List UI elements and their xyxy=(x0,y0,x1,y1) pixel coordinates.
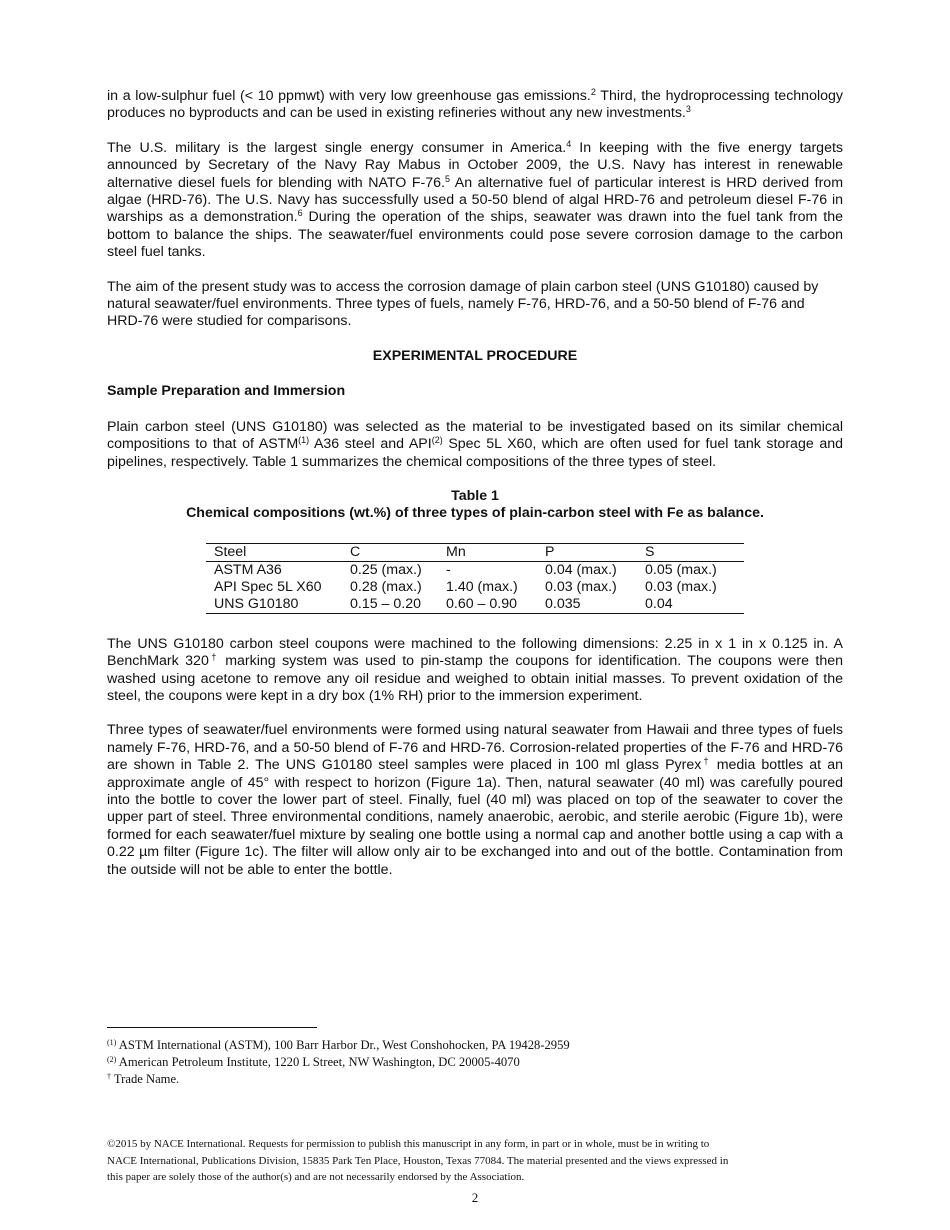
table-header-cell: S xyxy=(637,543,744,561)
section-heading: EXPERIMENTAL PROCEDURE xyxy=(372,347,578,364)
text-run: A36 steel and API xyxy=(309,436,432,453)
table-label: Table 1 xyxy=(451,487,499,504)
text-run: The U.S. military is the largest single energy consumer in America. xyxy=(107,139,567,156)
page-number: 2 xyxy=(471,1190,479,1205)
footnote-marker: † xyxy=(107,1072,111,1081)
table-header-cell: P xyxy=(537,543,637,561)
table-cell: 0.03 (max.) xyxy=(645,578,717,595)
copyright-line: NACE International, Publications Division, 15835 Park Ten Place, Houston, Texas 77084. The material presented and the views expressed in xyxy=(107,1154,729,1167)
table-caption xyxy=(107,488,843,523)
text-run: Plain carbon steel (UNS G10180) was selected as the material to be investigated based on its similar chemical compositions to that of ASTM xyxy=(107,418,843,453)
footnote-marker: (2) xyxy=(107,1055,117,1064)
text-run: In keeping with the five energy targets announced by Secretary of the Navy Ray Mabus in October 2009, the U.S. Navy has interest in renewable alternative diesel fuels for blending with NATO F-76. xyxy=(107,139,843,191)
footnote-marker: (1) xyxy=(107,1038,117,1047)
table-cell: 0.03 (max.) xyxy=(545,578,617,595)
table-cell: 0.04 (max.) xyxy=(545,561,617,578)
table-cell: API Spec 5L X60 xyxy=(214,578,322,595)
footnote xyxy=(107,1054,843,1071)
composition-table xyxy=(206,543,744,614)
text-run: media bottles at an approximate angle of 45° with respect to horizon (Figure 1a). Then, natural seawater (40 ml) was carefully poured into the bottle to cover the lower part of steel. Finally, fuel (40 ml) was placed on top of the seawater to cover the upper part of steel. Three environmental conditions, namely anaerobic, aerobic, and sterile aerobic (Figure 1b), were formed for each seawater/fuel mixture by sealing one bottle using a normal cap and another bottle using a cap with a 0.22 µm filter (Figure 1c). The filter will allow only air to be exchanged into and out of the bottle. Contamination from the outside will not be able to enter the bottle. xyxy=(107,757,843,878)
text-run: The UNS G10180 carbon steel coupons were machined to the following dimensions: 2.25 in x 1 in x 0.125 in. A BenchMark 320 xyxy=(107,635,843,670)
text-run: Three types of seawater/fuel environments were formed using natural seawater from Hawaii and three types of fuels namely F-76, HRD-76, and a 50-50 blend of F-76 and HRD-76. Corrosion-related properties of the F-76 and HRD-76 are shown in Table 2. The UNS G10180 steel samples were placed in 100 ml glass Pyrex xyxy=(107,722,843,774)
table-cell: - xyxy=(446,561,451,578)
footnotes xyxy=(107,1037,843,1088)
copyright-notice xyxy=(107,1136,807,1186)
copyright-line: ©2015 by NACE International. Requests for permission to publish this manuscript in any form, in part or in whole, must be in writing to xyxy=(107,1138,710,1150)
text-run: An alternative fuel of particular interest is HRD derived from algae (HRD-76). The U.S. Navy has successfully used a 50-50 blend of algal HRD-76 and petroleum diesel F-76 in warships as a demonstration. xyxy=(107,174,844,226)
text-run: in a low-sulphur fuel (< 10 ppmwt) with very low greenhouse gas emissions. xyxy=(107,88,591,104)
table-row xyxy=(206,561,744,579)
footnote-text: Trade Name. xyxy=(111,1072,180,1086)
footnote-marker: (2) xyxy=(431,435,443,446)
table-cell: 0.60 – 0.90 xyxy=(438,596,537,614)
table-header-cell: Mn xyxy=(438,543,537,561)
trademark-marker: † xyxy=(208,652,219,663)
page-body xyxy=(107,88,843,896)
table-cell: 1.40 (max.) xyxy=(446,578,518,595)
table-row xyxy=(206,579,744,596)
paragraph-study-aim: The aim of the present study was to access the corrosion damage of plain carbon steel (UNS G10180) caused by natural seawater/fuel environments. Three types of fuels, namely F-76, HRD-76, and a 50-50 blend of F-76 and HRD-76 were studied for comparisons. xyxy=(107,278,819,330)
text-run: Spec 5L X60, which are often used for fuel tank storage and pipelines, respectively. Table 1 summarizes the chemical compositions of the three types of steel. xyxy=(107,436,843,470)
table-cell: 0.28 (max.) xyxy=(350,578,422,595)
citation-superscript: 2 xyxy=(590,87,596,97)
table-row xyxy=(206,596,744,614)
trademark-marker: † xyxy=(701,756,711,767)
citation-superscript: 5 xyxy=(445,173,451,184)
footnote-divider xyxy=(107,1027,317,1028)
subsection-heading: Sample Preparation and Immersion xyxy=(107,383,346,400)
table-cell: 0.15 – 0.20 xyxy=(342,596,438,614)
paragraph-coupon-preparation xyxy=(107,636,843,706)
paragraph-us-military xyxy=(107,140,843,262)
table-cell: 0.25 (max.) xyxy=(350,561,422,578)
table-header-cell: Steel xyxy=(206,543,342,561)
table-cell: 0.035 xyxy=(537,596,637,614)
table-header-row xyxy=(206,543,744,561)
paragraph-seawater-fuel-environments xyxy=(107,722,843,879)
table-cell: 0.05 (max.) xyxy=(645,561,717,578)
table-title: Chemical compositions (wt.%) of three types of plain-carbon steel with Fe as balance. xyxy=(186,505,764,522)
paragraph-hrd-benefits xyxy=(107,88,843,123)
table-header-cell: C xyxy=(342,543,438,561)
text-run: Third, the hydroprocessing technology produces no byproducts and can be used in existing refineries without any new investments. xyxy=(107,88,843,122)
paragraph-material-selection xyxy=(107,419,843,471)
footnote-text: ASTM International (ASTM), 100 Barr Harbor Dr., West Conshohocken, PA 19428-2959 xyxy=(116,1038,570,1052)
spacer xyxy=(107,614,843,636)
footnote xyxy=(107,1037,843,1054)
copyright-line: this paper are solely those of the author(s) and are not necessarily endorsed by the Association. xyxy=(107,1171,525,1183)
table-cell: 0.04 xyxy=(637,596,744,614)
footnote xyxy=(107,1071,843,1088)
citation-superscript: 6 xyxy=(297,208,303,219)
footnote-marker: (1) xyxy=(298,435,310,446)
table-cell: UNS G10180 xyxy=(206,596,342,614)
citation-superscript: 3 xyxy=(685,104,691,115)
citation-superscript: 4 xyxy=(566,138,572,149)
text-run: During the operation of the ships, seawater was drawn into the fuel tank from the bottom to balance the ships. The seawater/fuel environments could pose severe corrosion damage to the carbon steel fuel tanks. xyxy=(107,209,843,261)
table-cell: ASTM A36 xyxy=(214,561,282,578)
footnote-text: American Petroleum Institute, 1220 L Street, NW Washington, DC 20005-4070 xyxy=(116,1055,520,1069)
text-run: marking system was used to pin-stamp the coupons for identification. The coupons were then washed using acetone to remove any oil residue and weighed to obtain initial masses. To prevent oxidation of the steel, the coupons were kept in a dry box (1% RH) prior to the immersion experiment. xyxy=(107,653,843,704)
